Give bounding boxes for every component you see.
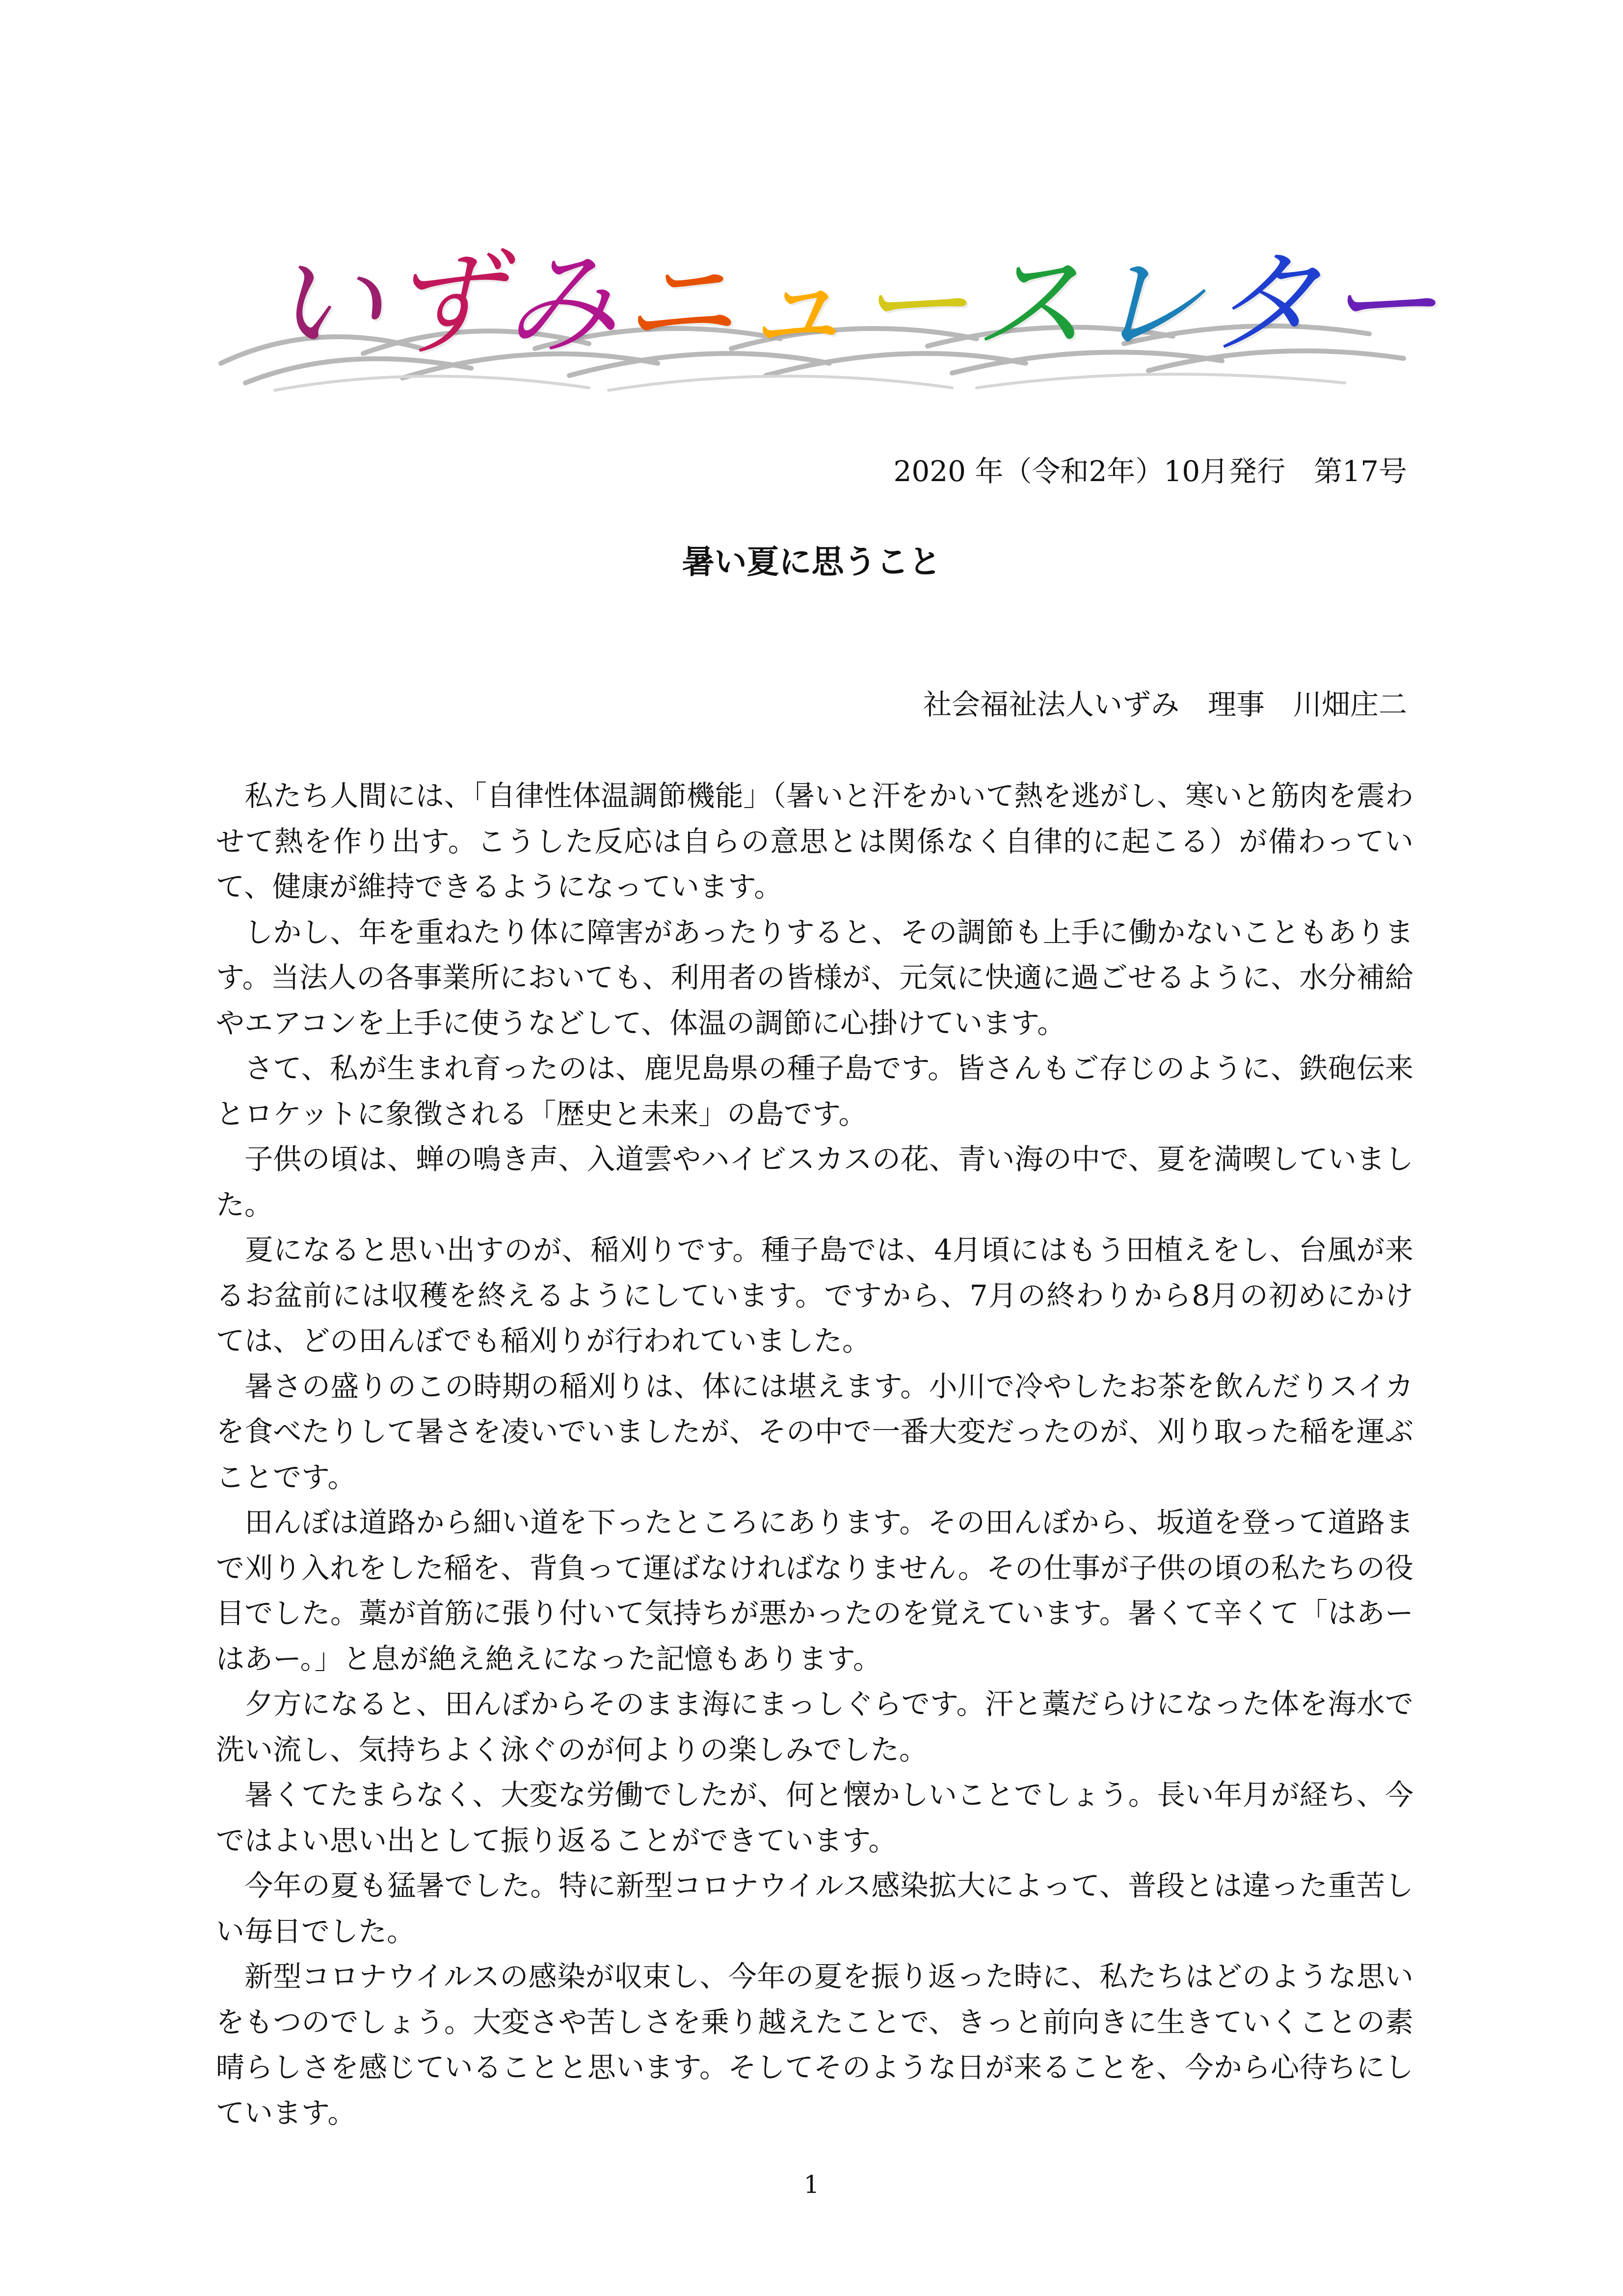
paragraph: 子供の頃は、蝉の鳴き声、入道雲やハイビスカスの花、青い海の中で、夏を満喫していました。 bbox=[216, 1142, 1413, 1221]
paragraph: 暑さの盛りのこの時期の稲刈りは、体には堪えます。小川で冷やしたお茶を飲んだりスイカを食べたりして暑さを凌いでいましたが、その中で一番大変だったのが、刈り取った稲を運ぶことです。 bbox=[216, 1369, 1413, 1494]
paragraph: 夏になると思い出すのが、稲刈りです。種子島では、4月頃にはもう田植えをし、台風が来るお盆前には収穫を終えるようにしています。ですから、7月の終わりから8月の初めにかけては、どの田んぼでも稲刈りが行われていました。 bbox=[216, 1233, 1413, 1357]
article-title: 暑い夏に思うこと bbox=[682, 543, 941, 581]
masthead-char: ュ bbox=[739, 239, 852, 370]
masthead-char: い bbox=[270, 239, 383, 370]
issue-line: 2020 年（令和2年）10月発行 第17号 bbox=[893, 455, 1407, 488]
paragraph: しかし、年を重ねたり体に障害があったりすると、その調節も上手に働かないこともあります。当法人の各事業所においても、利用者の皆様が、元気に快適に過ごせるように、水分補給やエアコンを上手に使うなどして、体温の調節に心掛けています。 bbox=[216, 915, 1413, 1040]
author-line: 社会福祉法人いずみ 理事 川畑庄二 bbox=[923, 688, 1407, 721]
page-number: 1 bbox=[803, 2170, 820, 2199]
newsletter-masthead bbox=[216, 231, 1438, 398]
paragraph: 新型コロナウイルスの感染が収束し、今年の夏を振り返った時に、私たちはどのような思いをもつのでしょう。大変さや苦しさを乗り越えたことで、きっと前向きに生きていくことの素晴らしさを感じていることと思います。そしてそのような日が来ることを、今から心待ちにしています。 bbox=[216, 1960, 1413, 2130]
masthead-char: タ bbox=[1208, 239, 1321, 370]
article-body bbox=[216, 773, 1413, 2135]
masthead-char: ー bbox=[856, 239, 969, 370]
paragraph: 私たち人間には、「自律性体温調節機能」（暑いと汗をかいて熱を逃がし、寒いと筋肉を震わせて熱を作り出す。こうした反応は自らの意思とは関係なく自律的に起こる）が備わっていて、健康が維持できるようになっています。 bbox=[216, 779, 1413, 903]
masthead-char: ず bbox=[387, 239, 500, 370]
masthead-char: ニ bbox=[621, 239, 735, 370]
paragraph: 夕方になると、田んぼからそのまま海にまっしぐらです。汗と藁だらけになった体を海水で洗い流し、気持ちよく泳ぐのが何よりの楽しみでした。 bbox=[216, 1687, 1413, 1766]
masthead-char: み bbox=[504, 239, 617, 370]
paragraph: さて、私が生まれ育ったのは、鹿児島県の種子島です。皆さんもご存じのように、鉄砲伝来とロケットに象徴される「歴史と未来」の島です。 bbox=[216, 1052, 1413, 1131]
paragraph: 暑くてたまらなく、大変な労働でしたが、何と懐かしいことでしょう。長い年月が経ち、今ではよい思い出として振り返ることができています。 bbox=[216, 1778, 1413, 1857]
paragraph: 田んぼは道路から細い道を下ったところにあります。その田んぼから、坂道を登って道路まで刈り入れをした稲を、背負って運ばなければなりません。その仕事が子供の頃の私たちの役目でした。藁が首筋に張り付いて気持ちが悪かったのを覚えています。暑くて辛くて「はあーはあー。」と息が絶え絶えになった記憶もあります。 bbox=[216, 1506, 1413, 1675]
masthead-char: ス bbox=[973, 239, 1087, 370]
paragraph: 今年の夏も猛暑でした。特に新型コロナウイルス感染拡大によって、普段とは違った重苦しい毎日でした。 bbox=[216, 1869, 1413, 1948]
masthead-title bbox=[270, 231, 1438, 378]
masthead-char: レ bbox=[1091, 239, 1204, 370]
masthead-char: ー bbox=[1325, 239, 1438, 370]
